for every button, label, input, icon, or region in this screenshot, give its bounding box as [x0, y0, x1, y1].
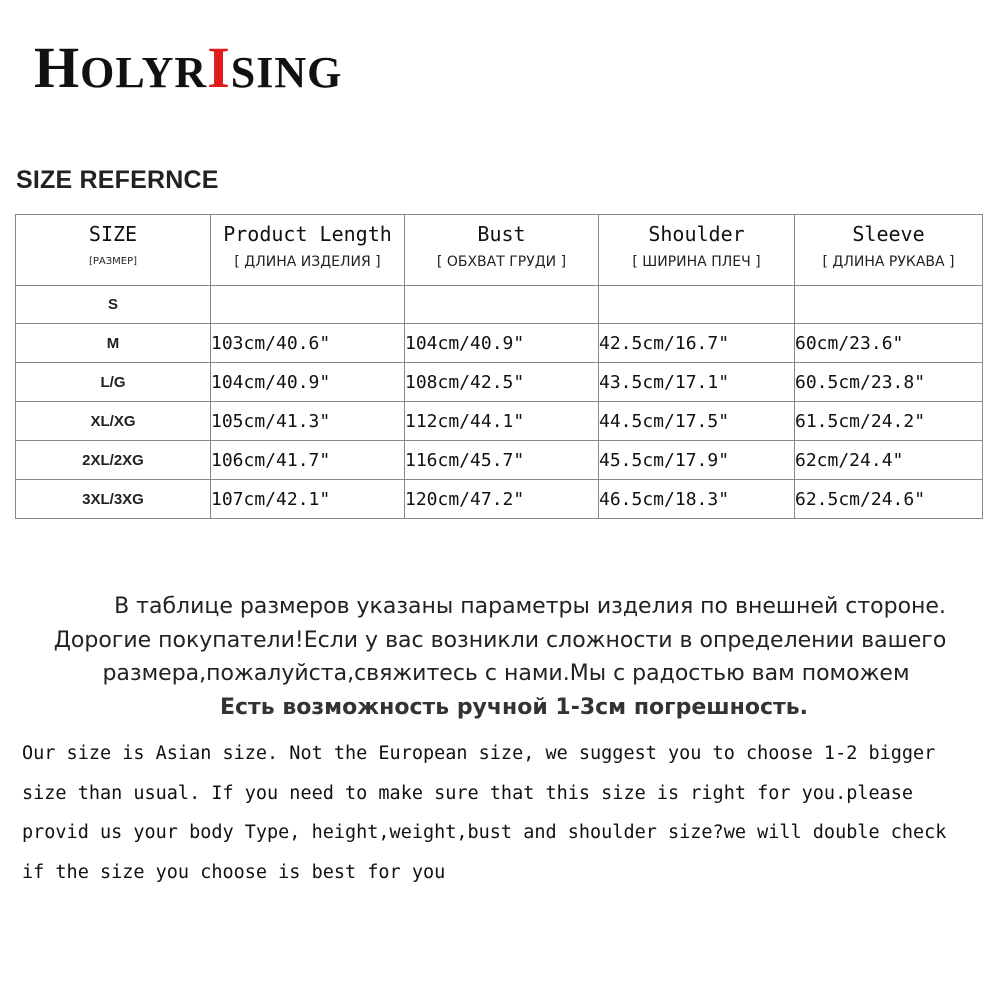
size-cell: XL/XG	[16, 402, 211, 441]
shoulder-cell: 43.5cm/17.1"	[599, 363, 795, 402]
table-row	[16, 402, 983, 441]
length-cell: 107cm/42.1"	[211, 480, 405, 519]
shoulder-cell	[599, 286, 795, 324]
size-table	[15, 214, 983, 519]
sleeve-cell	[795, 286, 983, 324]
logo-letter-i: I	[207, 35, 231, 100]
sleeve-cell: 62.5cm/24.6"	[795, 480, 983, 519]
russian-note-line: Дорогие покупатели!Если у вас возникли сложности в определении вашего	[53, 628, 947, 653]
shoulder-cell: 42.5cm/16.7"	[599, 324, 795, 363]
header-size: SIZE [РАЗМЕР]	[16, 215, 211, 286]
russian-note-line: Есть возможность ручной 1-3см погрешность.	[219, 695, 809, 720]
table-row	[16, 480, 983, 519]
sleeve-cell: 62cm/24.4"	[795, 441, 983, 480]
bust-cell: 108cm/42.5"	[405, 363, 599, 402]
shoulder-cell: 46.5cm/18.3"	[599, 480, 795, 519]
shoulder-cell: 44.5cm/17.5"	[599, 402, 795, 441]
length-cell: 105cm/41.3"	[211, 402, 405, 441]
sleeve-cell: 60cm/23.6"	[795, 324, 983, 363]
russian-note-line: размера,пожалуйста,свяжитесь с нами.Мы с радостью вам поможем	[102, 661, 910, 686]
english-note-line: size than usual. If you need to make sure that this size is right for you.please	[22, 783, 914, 804]
russian-note-line: В таблице размеров указаны параметры изделия по внешней стороне.	[114, 594, 946, 619]
bust-cell	[405, 286, 599, 324]
bust-cell: 116cm/45.7"	[405, 441, 599, 480]
table-row	[16, 324, 983, 363]
table-header-row	[16, 215, 983, 286]
english-note-line: Our size is Asian size. Not the European size, we suggest you to choose 1-2 bigger	[22, 743, 936, 764]
size-cell: S	[16, 286, 211, 324]
table-row	[16, 441, 983, 480]
section-title: SIZE REFERNCE	[16, 166, 219, 194]
length-cell: 103cm/40.6"	[211, 324, 405, 363]
shoulder-cell: 45.5cm/17.9"	[599, 441, 795, 480]
bust-cell: 112cm/44.1"	[405, 402, 599, 441]
size-cell: 3XL/3XG	[16, 480, 211, 519]
length-cell: 106cm/41.7"	[211, 441, 405, 480]
header-shoulder: Shoulder [ ШИРИНА ПЛЕЧ ]	[599, 215, 795, 286]
size-cell: L/G	[16, 363, 211, 402]
logo-letter-h: H	[34, 35, 81, 100]
english-note-line: provid us your body Type, height,weight,bust and shoulder size?we will double check	[22, 822, 947, 843]
header-sleeve: Sleeve [ ДЛИНА РУКАВА ]	[795, 215, 983, 286]
size-cell: 2XL/2XG	[16, 441, 211, 480]
brand-logo	[34, 35, 343, 103]
table-row	[16, 286, 983, 324]
length-cell: 104cm/40.9"	[211, 363, 405, 402]
size-cell: M	[16, 324, 211, 363]
logo-text-sing: SING	[230, 48, 343, 97]
bust-cell: 120cm/47.2"	[405, 480, 599, 519]
table-row	[16, 363, 983, 402]
length-cell	[211, 286, 405, 324]
sleeve-cell: 60.5cm/23.8"	[795, 363, 983, 402]
sleeve-cell: 61.5cm/24.2"	[795, 402, 983, 441]
header-bust: Bust [ ОБХВАТ ГРУДИ ]	[405, 215, 599, 286]
header-length: Product Length [ ДЛИНА ИЗДЕЛИЯ ]	[211, 215, 405, 286]
logo-text-olyr: OLYR	[80, 48, 208, 97]
english-note-line: if the size you choose is best for you	[22, 862, 446, 883]
bust-cell: 104cm/40.9"	[405, 324, 599, 363]
